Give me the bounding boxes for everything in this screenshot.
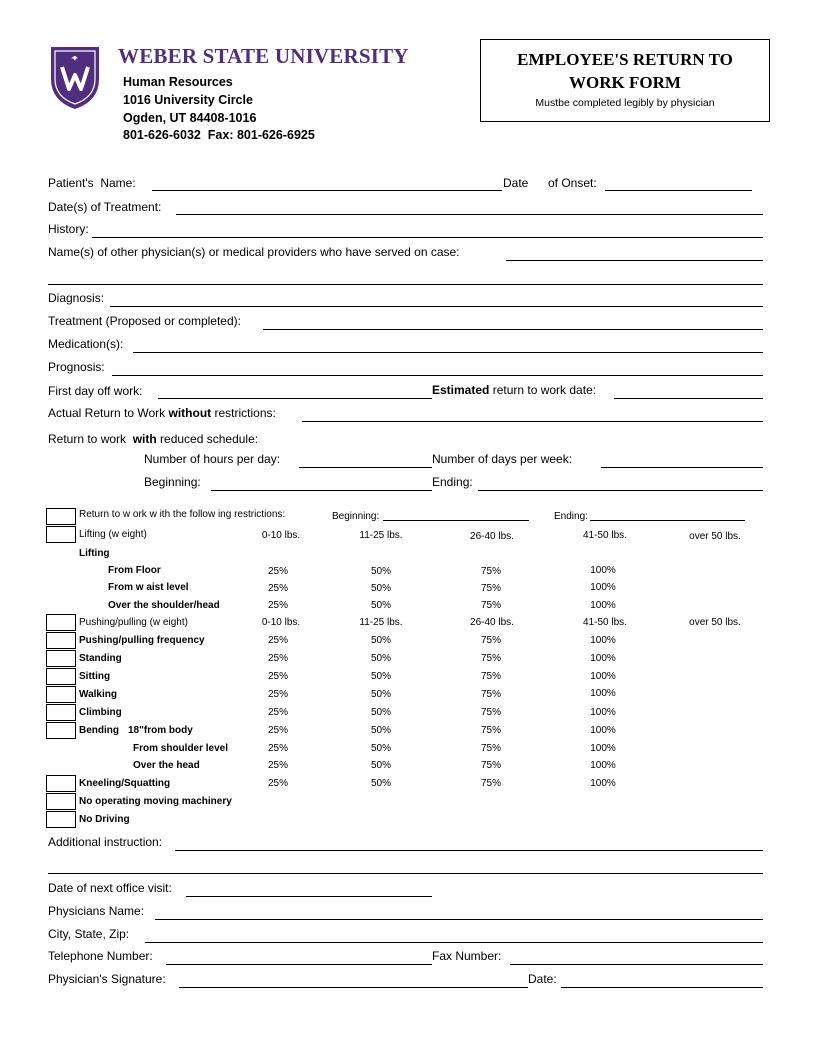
pct-25: 25%	[267, 760, 288, 771]
bending-label: Bending	[79, 725, 119, 736]
pct-25: 25%	[267, 600, 288, 611]
signature-field[interactable]	[179, 987, 528, 988]
pct-25: 25%	[267, 671, 288, 682]
pushing-frequency-label: Pushing/pulling frequency	[79, 635, 205, 646]
form-note: Mustbe completed legibly by physician	[535, 97, 715, 109]
over-shoulder-label: Over the shoulder/head	[108, 600, 220, 611]
other-physicians-field[interactable]	[506, 260, 763, 261]
pct-50: 50%	[370, 583, 391, 594]
first-day-off-field[interactable]	[158, 398, 432, 399]
estimated-return-label	[432, 383, 596, 397]
form-title-line-1: EMPLOYEE'S RETURN TO	[517, 50, 733, 69]
pushing-weight-over-50: over 50 lbs.	[689, 617, 741, 628]
ending-field[interactable]	[478, 490, 763, 491]
over-head-label: Over the head	[133, 760, 200, 771]
reduced-pre: Return to work	[48, 432, 133, 446]
actual-return-label	[48, 406, 276, 420]
signature-date-label: Date:	[528, 972, 557, 986]
treatment-label: Treatment (Proposed or completed):	[48, 314, 241, 328]
pct-25: 25%	[267, 566, 288, 577]
lifting-weight-41-50: 41-50 lbs.	[583, 530, 627, 541]
walking-label: Walking	[79, 689, 117, 700]
additional-instruction-label: Additional instruction:	[48, 835, 163, 849]
pct-25: 25%	[267, 707, 288, 718]
university-name: WEBER STATE UNIVERSITY	[118, 44, 409, 68]
patient-name-label: Patient's Name:	[48, 176, 136, 190]
pushing-weight-label: Pushing/pulling (w eight)	[79, 617, 188, 628]
pct-100: 100%	[590, 760, 616, 771]
pct-50: 50%	[370, 671, 391, 682]
days-per-week-label: Number of days per week:	[432, 452, 573, 466]
signature-label: Physician's Signature:	[48, 972, 166, 986]
climbing-label: Climbing	[79, 707, 122, 718]
pct-75: 75%	[480, 653, 501, 664]
pct-75: 75%	[480, 600, 501, 611]
standing-label: Standing	[79, 653, 122, 664]
estimated-bold: Estimated	[432, 383, 490, 397]
physician-name-field[interactable]	[155, 919, 763, 920]
history-label: History:	[48, 222, 89, 236]
pct-100: 100%	[590, 653, 616, 664]
telephone-label: Telephone Number:	[48, 949, 153, 963]
other-physicians-field-2[interactable]	[48, 284, 763, 285]
days-per-week-field[interactable]	[601, 467, 763, 468]
pushing-weight-0-10: 0-10 lbs.	[261, 617, 301, 628]
city-state-zip-label: City, State, Zip:	[48, 927, 130, 941]
pct-75: 75%	[480, 635, 501, 646]
patient-name-field[interactable]	[152, 190, 502, 191]
history-field[interactable]	[92, 237, 763, 238]
lifting-checkbox[interactable]	[46, 526, 76, 543]
actual-return-bold: without	[168, 406, 212, 420]
pct-25: 25%	[267, 778, 288, 789]
onset-label: of Onset:	[548, 176, 597, 190]
pct-75: 75%	[480, 566, 501, 577]
bending-18-label: 18"from body	[128, 725, 193, 736]
medications-label: Medication(s):	[48, 337, 124, 351]
walking-checkbox[interactable]	[46, 686, 76, 703]
pct-75: 75%	[480, 743, 501, 754]
pct-25: 25%	[267, 583, 288, 594]
dates-treatment-label: Date(s) of Treatment:	[48, 200, 162, 214]
next-visit-label: Date of next office visit:	[48, 881, 172, 895]
pct-75: 75%	[480, 671, 501, 682]
kneeling-label: Kneeling/Squatting	[79, 778, 171, 789]
climbing-checkbox[interactable]	[46, 704, 76, 721]
restrictions-ending-label: Ending:	[554, 511, 588, 522]
hours-per-day-label: Number of hours per day:	[144, 452, 281, 466]
beginning-field[interactable]	[211, 490, 432, 491]
fax-field[interactable]	[510, 964, 763, 965]
diagnosis-label: Diagnosis:	[48, 291, 105, 305]
lifting-weight-26-40: 26-40 lbs.	[470, 531, 514, 542]
next-visit-field[interactable]	[186, 896, 432, 897]
pct-75: 75%	[480, 707, 501, 718]
sitting-label: Sitting	[79, 671, 111, 682]
department-name: Human Resources	[123, 75, 233, 89]
additional-instruction-field-2[interactable]	[48, 873, 763, 874]
pushing-weight-checkbox[interactable]	[46, 614, 76, 631]
kneeling-checkbox[interactable]	[46, 775, 76, 792]
pushing-weight-11-25: 11-25 lbs.	[359, 617, 403, 628]
pct-50: 50%	[370, 725, 391, 736]
lifting-weight-0-10: 0-10 lbs.	[261, 530, 301, 541]
pct-50: 50%	[370, 778, 391, 789]
estimated-rest: return to work date:	[489, 383, 597, 397]
telephone-field[interactable]	[166, 964, 432, 965]
actual-return-post: restrictions:	[211, 406, 276, 420]
pct-75: 75%	[480, 583, 501, 594]
dates-treatment-field[interactable]	[176, 214, 763, 215]
city-state-zip-field[interactable]	[145, 942, 763, 943]
fax-label: Fax Number:	[432, 949, 502, 963]
actual-return-pre: Actual Return to Work	[48, 406, 169, 420]
restrictions-beginning-label: Beginning:	[332, 511, 380, 522]
pct-50: 50%	[370, 707, 391, 718]
lifting-sub-label: Lifting	[79, 548, 110, 559]
pct-75: 75%	[480, 689, 501, 700]
no-driving-checkbox[interactable]	[46, 811, 76, 828]
reduced-post: reduced schedule:	[156, 432, 259, 446]
pct-100: 100%	[590, 565, 616, 576]
pct-75: 75%	[480, 778, 501, 789]
pct-100: 100%	[590, 600, 616, 611]
estimated-return-field[interactable]	[614, 398, 763, 399]
pct-25: 25%	[267, 653, 288, 664]
pushing-frequency-checkbox[interactable]	[46, 632, 76, 649]
pct-100: 100%	[590, 725, 616, 736]
pct-100: 100%	[590, 778, 616, 789]
prognosis-field[interactable]	[112, 375, 763, 376]
ending-label: Ending:	[432, 475, 473, 489]
pct-100: 100%	[590, 635, 616, 646]
university-logo-shield-icon	[49, 45, 101, 111]
form-title-box	[480, 39, 770, 122]
restrictions-header-label: Return to w ork w ith the follow ing restrictions:	[79, 509, 286, 520]
restrictions-checkbox[interactable]	[46, 508, 76, 525]
no-machinery-label: No operating moving machinery	[79, 796, 232, 807]
pct-75: 75%	[480, 760, 501, 771]
pushing-weight-26-40: 26-40 lbs.	[470, 617, 514, 628]
from-waist-label: From w aist level	[108, 582, 189, 593]
pct-25: 25%	[267, 689, 288, 700]
lifting-weight-over-50: over 50 lbs.	[689, 531, 741, 542]
pct-50: 50%	[370, 689, 391, 700]
pct-100: 100%	[590, 688, 616, 699]
pct-25: 25%	[267, 743, 288, 754]
restrictions-ending-field[interactable]	[590, 520, 745, 521]
standing-checkbox[interactable]	[46, 650, 76, 667]
prognosis-label: Prognosis:	[48, 360, 105, 374]
hours-per-day-field[interactable]	[299, 467, 432, 468]
onset-date-field[interactable]	[605, 190, 752, 191]
pct-50: 50%	[370, 760, 391, 771]
pct-50: 50%	[370, 600, 391, 611]
pct-50: 50%	[370, 635, 391, 646]
pct-25: 25%	[267, 725, 288, 736]
date-label: Date	[503, 176, 529, 190]
form-title-line-2: WORK FORM	[569, 73, 681, 92]
pct-100: 100%	[590, 743, 616, 754]
address-line-1: 1016 University Circle	[123, 93, 253, 107]
beginning-label: Beginning:	[144, 475, 201, 489]
pct-50: 50%	[370, 566, 391, 577]
restrictions-beginning-field[interactable]	[383, 520, 529, 521]
address-line-2: Ogden, UT 84408-1016	[123, 111, 257, 125]
signature-date-field[interactable]	[561, 987, 763, 988]
pct-25: 25%	[267, 635, 288, 646]
first-day-off-label: First day off work:	[48, 384, 143, 398]
medications-field[interactable]	[133, 352, 763, 353]
phone-fax: 801-626-6032 Fax: 801-626-6925	[123, 128, 315, 142]
actual-return-field[interactable]	[302, 421, 763, 422]
pushing-weight-41-50: 41-50 lbs.	[583, 617, 627, 628]
lifting-weight-11-25: 11-25 lbs.	[359, 530, 403, 541]
from-shoulder-label: From shoulder level	[133, 743, 229, 754]
bending-checkbox[interactable]	[46, 722, 76, 739]
no-machinery-checkbox[interactable]	[46, 793, 76, 810]
pct-100: 100%	[590, 671, 616, 682]
physician-name-label: Physicians Name:	[48, 904, 145, 918]
reduced-schedule-label	[48, 432, 258, 446]
additional-instruction-field[interactable]	[175, 850, 763, 851]
pct-50: 50%	[370, 653, 391, 664]
no-driving-label: No Driving	[79, 814, 130, 825]
treatment-field[interactable]	[263, 329, 763, 330]
diagnosis-field[interactable]	[110, 306, 763, 307]
pct-100: 100%	[590, 707, 616, 718]
sitting-checkbox[interactable]	[46, 668, 76, 685]
reduced-bold: with	[132, 432, 157, 446]
pct-100: 100%	[590, 582, 616, 593]
lifting-label: Lifting (w eight)	[79, 529, 147, 540]
from-floor-label: From Floor	[108, 565, 161, 576]
pct-50: 50%	[370, 743, 391, 754]
other-physicians-label: Name(s) of other physician(s) or medical providers who have served on case:	[48, 245, 460, 259]
pct-75: 75%	[480, 725, 501, 736]
